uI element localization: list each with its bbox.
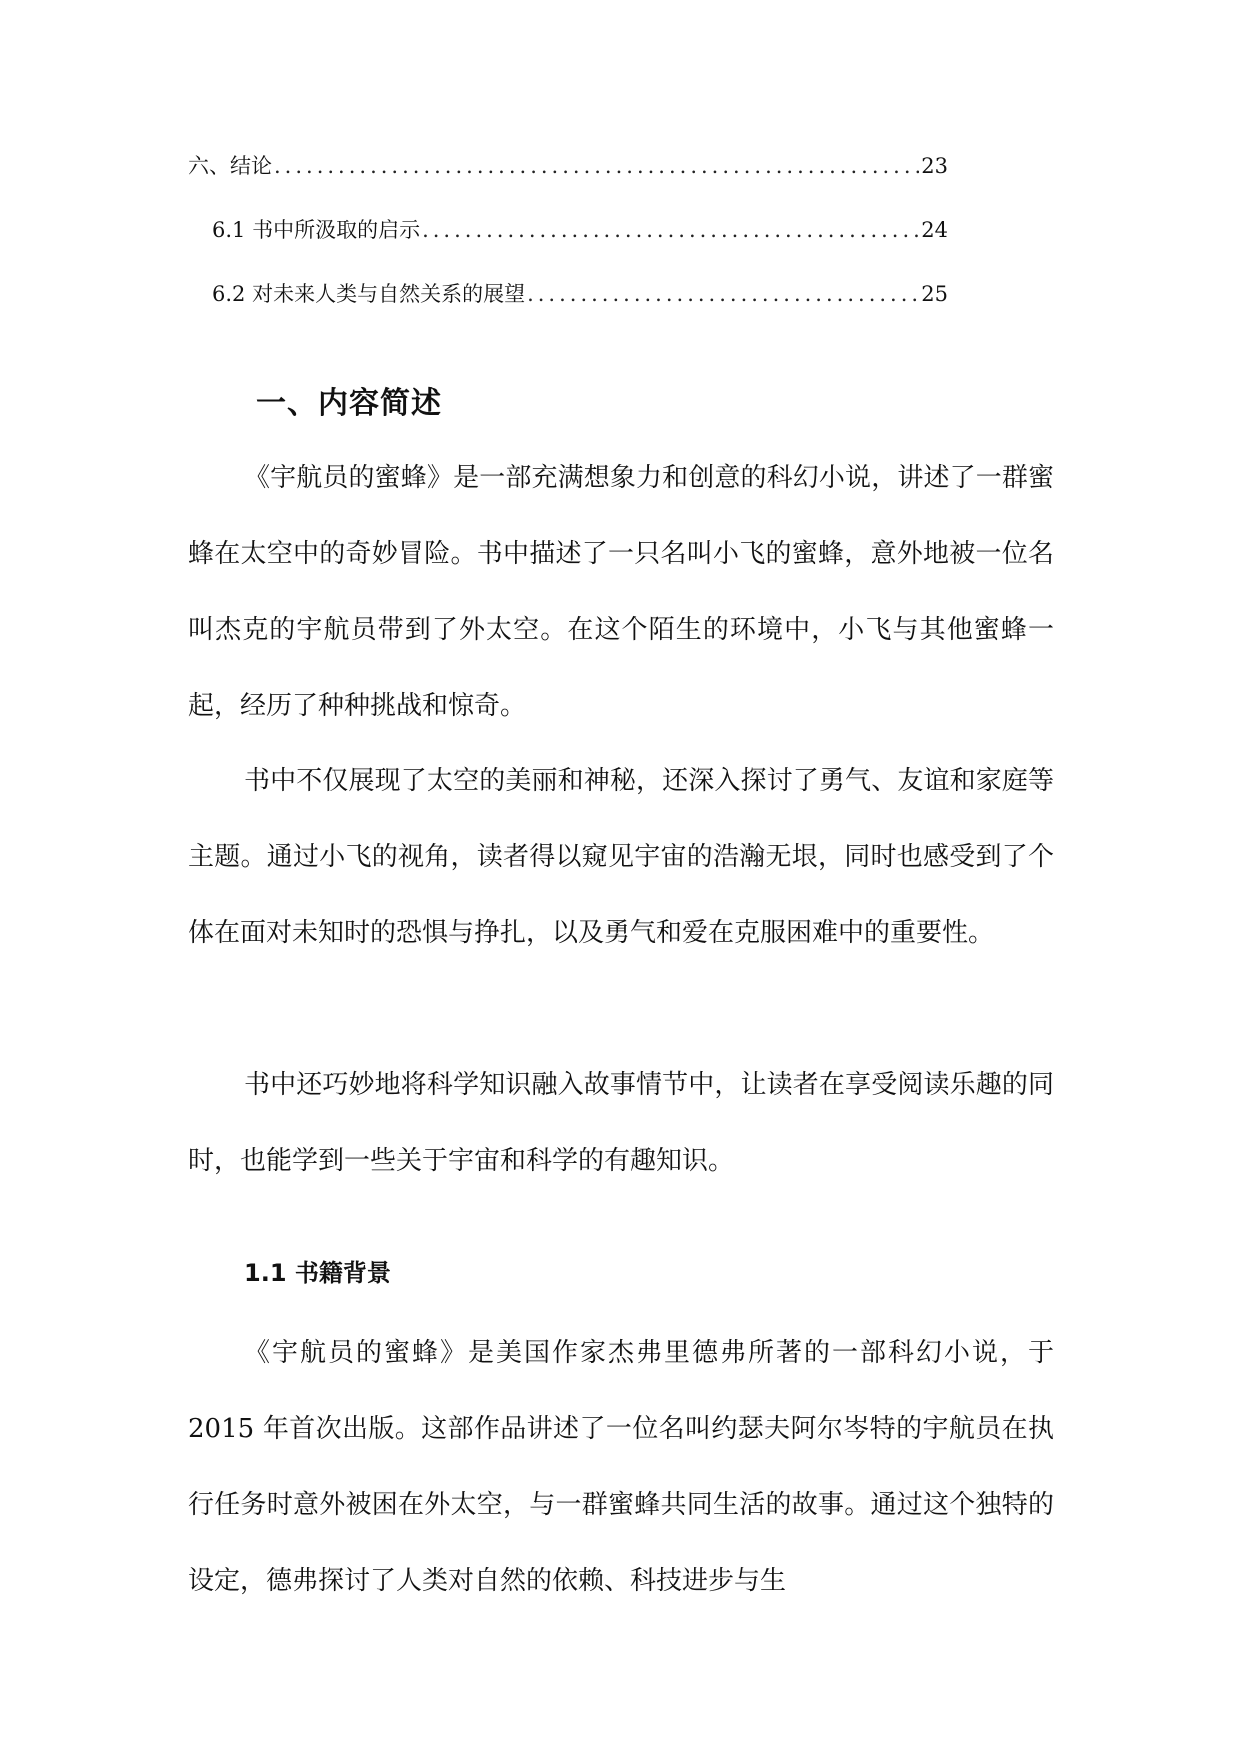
toc-leader-dots [274, 154, 919, 178]
subsection-heading-book-background: 1.1 书籍背景 [244, 1259, 391, 1287]
table-of-contents [188, 150, 948, 342]
toc-entry-conclusion[interactable] [188, 150, 948, 214]
section-heading-content-summary: 一、内容简述 [256, 386, 442, 421]
toc-entry-label: 六、结论 [188, 154, 272, 178]
toc-entry-label: 6.1 书中所汲取的启示 [212, 218, 421, 242]
toc-entry-6-2[interactable] [188, 278, 948, 342]
toc-leader-dots [527, 282, 919, 306]
toc-entry-6-1[interactable] [188, 214, 948, 278]
toc-entry-page: 23 [921, 154, 948, 178]
toc-entry-page: 24 [921, 218, 948, 242]
toc-entry-label: 6.2 对未来人类与自然关系的展望 [212, 282, 526, 306]
body-paragraph: 书中不仅展现了太空的美丽和神秘，还深入探讨了勇气、友谊和家庭等主题。通过小飞的视角，读者得以窥见宇宙的浩瀚无垠，同时也感受到了个体在面对未知时的恐惧与挣扎，以及勇气和爱在克服困难中的重要性。 [188, 766, 1054, 948]
body-paragraph: 书中还巧妙地将科学知识融入故事情节中，让读者在享受阅读乐趣的同时，也能学到一些关于宇宙和科学的有趣知识。 [188, 1070, 1054, 1176]
body-paragraph: 《宇航员的蜜蜂》是美国作家杰弗里德弗所著的一部科幻小说，于 2015 年首次出版。这部作品讲述了一位名叫约瑟夫阿尔岑特的宇航员在执行任务时意外被困在外太空，与一群蜜蜂共同生活的故事。通过这个独特的设定，德弗探讨了人类对自然的依赖、科技进步与生 [188, 1338, 1054, 1596]
toc-leader-dots [422, 218, 919, 242]
toc-entry-page: 25 [921, 282, 948, 306]
body-paragraph: 《宇航员的蜜蜂》是一部充满想象力和创意的科幻小说，讲述了一群蜜蜂在太空中的奇妙冒险。书中描述了一只名叫小飞的蜜蜂，意外地被一位名叫杰克的宇航员带到了外太空。在这个陌生的环境中，小飞与其他蜜蜂一起，经历了种种挑战和惊奇。 [188, 463, 1054, 721]
